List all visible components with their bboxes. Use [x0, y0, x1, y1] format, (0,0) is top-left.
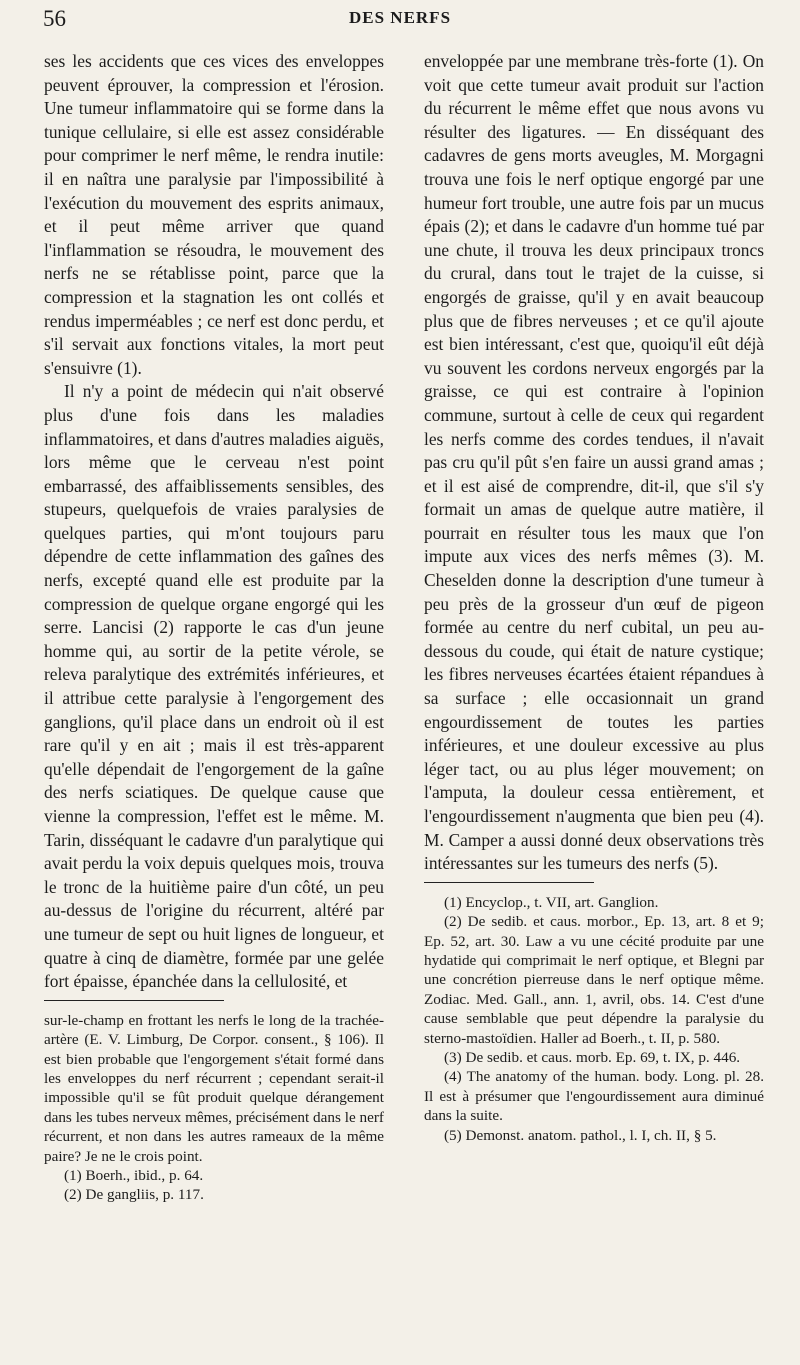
left-footnotes — [44, 1011, 384, 1205]
right-body-text — [424, 50, 764, 876]
footnote-divider-right — [424, 882, 594, 883]
right-footnote-1: (1) Encyclop., t. VII, art. Ganglion. — [444, 893, 659, 911]
left-footnote-2: (2) De gangliis, p. 117. — [64, 1186, 204, 1204]
right-footnotes — [424, 893, 764, 1145]
left-body-text — [44, 50, 384, 994]
right-footnote-4: (4) The anatomy of the human. body. Long. pl. 28. Il est à présumer que l'engourdissement aura diminué dans la suite. — [424, 1068, 764, 1125]
left-footnote-continuation: sur-le-champ en frottant les nerfs le long de la trachée-artère (E. V. Limburg, De Corpor. consent., § 106). Il est bien probable que l'engorgement s'était formé dans les enveloppes du nerf récurrent ; cependant serait-il impossible qu'il se fût produit quelque dérangement dans les tubes nerveux mêmes, précisément dans le nerf récurrent, et non dans les autres rameaux de la même paire? Je ne le crois point. — [44, 1011, 384, 1165]
right-column — [424, 50, 764, 1145]
left-paragraph-2: Il n'y a point de médecin qui n'ait observé plus d'une fois dans les maladies inflammatoires, et dans d'autres maladies aiguës, lors même que le cerveau n'est point embarrassé, des affaiblissements sensibles, des stupeurs, quelquefois de vraies paralysies de quelques parties, qui m'ont toujours paru dépendre de cette inflammation des gaînes des nerfs, excepté quand elle est produite par la compression de quelque organe engorgé qui les serre. Lancisi (2) rapporte le cas d'un jeune homme qui, au sortir de la petite vérole, se releva paralytique des extrémités inférieures, et il attribue cette paralysie à l'engorgement des ganglions, qu'il place dans un endroit où il est rare qu'il y en ait ; mais il est très-apparent qu'elle dépendait de l'engorgement de la gaîne des nerfs sciatiques. De quelque cause que vienne la compression, l'effet est le même. M. Tarin, disséquant le cadavre d'un paralytique qui avait perdu la voix depuis quelques mois, trouva le tronc de la huitième paire d'un côté, un peu au-dessus de l'origine du récurrent, altéré par une tumeur de sept ou huit lignes de longueur, et quatre à cinq de diamètre, formée par une gelée fort épaisse, épanchée dans la cellulosité, et — [44, 381, 384, 992]
page-header — [0, 6, 800, 36]
right-footnote-3: (3) De sedib. et caus. morb. Ep. 69, t. IX, p. 446. — [444, 1049, 741, 1067]
right-footnote-2: (2) De sedib. et caus. morbor., Ep. 13, art. 8 et 9; Ep. 52, art. 30. Law a vu une cécité produite par une hydatide qui comprimait le nerf optique, et Blegni par une concrétion pierreuse dans le nerf optique même. Zodiac. Med. Gall., ann. 1, avril, obs. 14. C'est d'une cause semblable que peut dépendre la paralysie du sterno-mastoïdien. Haller ad Boerh., t. II, p. 580. — [424, 913, 764, 1047]
right-footnote-5: (5) Demonst. anatom. pathol., l. I, ch. II, § 5. — [444, 1126, 717, 1144]
left-column — [44, 50, 384, 1205]
page-number: 56 — [43, 6, 66, 31]
running-title: DES NERFS — [348, 8, 452, 27]
right-paragraph-1: enveloppée par une membrane très-forte (1). On voit que cette tumeur avait produit sur l'action du récurrent le même effet que nous avons vu résulter des ligatures. — En disséquant des cadavres de gens morts aveugles, M. Morgagni trouva une fois le nerf optique engorgé par une humeur fort trouble, une autre fois par un mucus épais (2); et dans le cadavre d'un homme tué par une chute, il trouva les deux principaux troncs du crural, dans tout le trajet de la cuisse, si engorgés de graisse, qu'il y en avait beaucoup plus que de fibres nerveuses ; et ce qu'il ajoute est bien intéressant, c'est que, quoiqu'il eût déjà vu souvent les cordons nerveux engorgés par la graisse, ce qui est contraire à l'opinion commune, surtout à celle de ceux qui regardent les nerfs comme des cordes tendues, il n'avait pas cru qu'il pût s'en faire un aussi grand amas ; et il est aisé de comprendre, dit-il, que s'il s'y formait un amas de quelque autre matière, il pourrait en résulter tous les maux que l'on impute aux vices des nerfs mêmes (3). M. Cheselden donne la description d'une tumeur à peu près de la grosseur d'un œuf de pigeon formée au centre du nerf cubital, un peu au-dessous du coude, qui était de nature cystique; les fibres nerveuses écartées étaient répandues à sa surface ; elle occasionnait un grand engourdissement de toutes les parties inférieures, et une douleur excessive au plus léger tact, ou au plus léger mouvement; on l'amputa, la douleur cessa entièrement, et l'engourdissement n'augmenta que bien peu (4). M. Camper a aussi donné deux observations très intéressantes sur les tumeurs des nerfs (5). — [424, 51, 764, 874]
left-paragraph-1: ses les accidents que ces vices des enveloppes peuvent éprouver, la compression et l'érosion. Une tumeur inflammatoire qui se forme dans la tunique cellulaire, si elle est assez considérable pour comprimer le nerf même, le rendra inutile: il en naîtra une paralysie par l'impossibilité à l'exécution du mouvement des esprits animaux, et il peut même arriver que quand l'inflammation se résoudra, le mouvement des nerfs ne se rétablisse point, parce que la compression et la stagnation les ont collés et rendus imperméables ; ce nerf est donc perdu, et s'il servait aux fonctions vitales, la mort peut s'ensuivre (1). — [44, 51, 384, 378]
footnote-divider-left — [44, 1000, 224, 1001]
left-footnote-1: (1) Boerh., ibid., p. 64. — [64, 1167, 204, 1184]
